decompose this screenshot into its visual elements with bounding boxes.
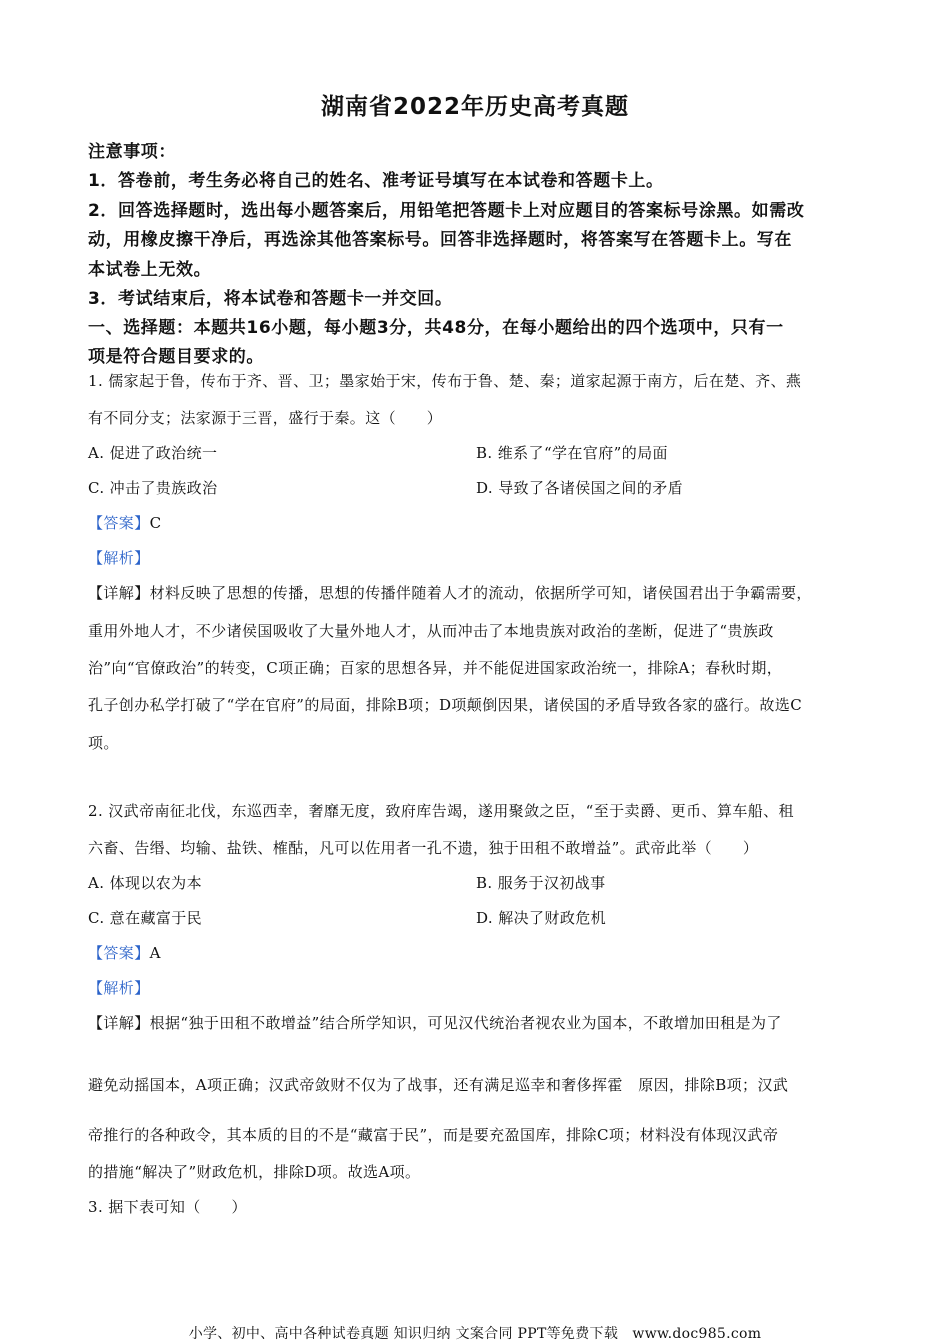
q1-detail-line: 项。 bbox=[88, 734, 119, 752]
q2-detail-line: 帝推行的各种政令，其本质的目的不是“藏富于民”，而是要充盈国库，排除C项；材料没有体现汉武帝 bbox=[88, 1126, 779, 1144]
q3-stem: 3. 据下表可知（ ） bbox=[88, 1198, 247, 1216]
q1-option-b: B. 维系了“学在官府”的局面 bbox=[476, 444, 668, 462]
page-title: 湖南省2022年历史高考真题 bbox=[320, 94, 629, 120]
q2-option-c: C. 意在藏富于民 bbox=[88, 909, 203, 927]
section-heading: 一、选择题：本题共16小题，每小题3分，共48分，在每小题给出的四个选项中，只有一 bbox=[88, 318, 784, 338]
q2-option-d: D. 解决了财政危机 bbox=[476, 909, 607, 927]
notice-line: 1．答卷前，考生务必将自己的姓名、准考证号填写在本试卷和答题卡上。 bbox=[88, 171, 664, 191]
q1-detail-line: 治”向“官僚政治”的转变，C项正确；百家的思想各异，并不能促进国家政治统一，排除A；春秋时期， bbox=[88, 659, 783, 677]
q1-analysis-label: 【解析】 bbox=[88, 549, 150, 567]
page-footer: 小学、初中、高中各种试卷真题 知识归纳 文案合同 PPT等免费下载 www.doc985.com bbox=[188, 1326, 762, 1342]
q1-answer bbox=[88, 512, 162, 533]
detail-text: 材料反映了思想的传播，思想的传播伴随着人才的流动，依据所学可知，诸侯国君出于争霸需要， bbox=[149, 584, 812, 602]
q2-stem: 2. 汉武帝南征北伐，东巡西幸，奢靡无度，致府库告竭，遂用聚敛之臣，“至于卖爵、更币、算车船、租 bbox=[88, 802, 794, 820]
detail-label: 【详解】 bbox=[88, 1014, 150, 1032]
section-heading: 项是符合题目要求的。 bbox=[88, 347, 264, 367]
q1-stem: 有不同分支；法家源于三晋，盛行于秦。这（ ） bbox=[88, 409, 443, 427]
q1-option-c: C. 冲击了贵族政治 bbox=[88, 479, 218, 497]
q2-stem: 六畜、告缗、均输、盐铁、榷酤，凡可以佐用者一孔不遗，独于田租不敢增益”。武帝此举（ ） bbox=[88, 839, 759, 857]
q2-detail-line: 的措施“解决了”财政危机，排除D项。故选A项。 bbox=[88, 1163, 421, 1181]
notice-line: 本试卷上无效。 bbox=[88, 260, 212, 280]
q1-detail-line: 重用外地人才，不少诸侯国吸收了大量外地人才，从而冲击了本地贵族对政治的垄断，促进了“贵族政 bbox=[88, 622, 774, 640]
detail-text: 根据“独于田租不敢增益”结合所学知识，可见汉代统治者视农业为国本，不敢增加田租是为了 bbox=[149, 1014, 782, 1032]
q1-option-d: D. 导致了各诸侯国之间的矛盾 bbox=[476, 479, 684, 497]
answer-label: 【答案】 bbox=[88, 944, 150, 962]
q2-answer bbox=[88, 942, 161, 963]
detail-label: 【详解】 bbox=[88, 584, 150, 602]
notice-line: 3．考试结束后，将本试卷和答题卡一并交回。 bbox=[88, 289, 453, 309]
q1-option-a: A. 促进了政治统一 bbox=[88, 444, 218, 462]
notice-heading: 注意事项： bbox=[88, 142, 176, 162]
q2-detail bbox=[88, 1012, 782, 1033]
q2-option-b: B. 服务于汉初战事 bbox=[476, 874, 606, 892]
q1-detail-line: 孔子创办私学打破了“学在官府”的局面，排除B项；D项颠倒因果，诸侯国的矛盾导致各家的盛行。故选C bbox=[88, 696, 803, 714]
q2-analysis-label: 【解析】 bbox=[88, 979, 150, 997]
notice-line: 动，用橡皮擦干净后，再选涂其他答案标号。回答非选择题时，将答案写在答题卡上。写在 bbox=[88, 230, 792, 250]
q1-detail bbox=[88, 582, 812, 603]
q2-option-a: A. 体现以农为本 bbox=[88, 874, 202, 892]
q2-detail-line: 避免动摇国本，A项正确；汉武帝敛财不仅为了战事，还有满足巡幸和奢侈挥霍 原因，排除B项；汉武 bbox=[88, 1076, 789, 1094]
answer-value: A bbox=[149, 944, 161, 962]
answer-value: C bbox=[149, 514, 162, 532]
q1-stem: 1. 儒家起于鲁，传布于齐、晋、卫；墨家始于宋，传布于鲁、楚、秦；道家起源于南方，后在楚、齐、燕 bbox=[88, 372, 802, 390]
notice-line: 2．回答选择题时，选出每小题答案后，用铅笔把答题卡上对应题目的答案标号涂黑。如需改 bbox=[88, 201, 805, 221]
answer-label: 【答案】 bbox=[88, 514, 150, 532]
